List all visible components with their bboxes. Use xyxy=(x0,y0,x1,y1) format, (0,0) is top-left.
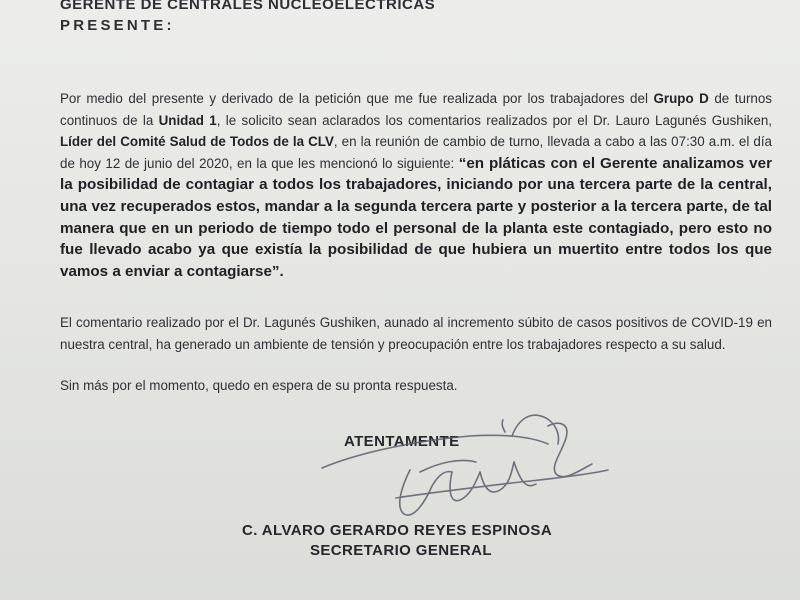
closing-word: ATENTAMENTE xyxy=(344,433,460,450)
petition-meeting: , en la reunión de cambio de turno, llevada a cabo a las 07:30 a.m. el día de hoy 12 de junio del 2020, en la que les mencionó lo siguiente: xyxy=(60,134,772,171)
recipient-title: GERENTE DE CENTRALES NUCLEOELECTRICAS xyxy=(60,0,436,13)
paragraph-petition xyxy=(60,88,772,282)
signer-name: C. ALVARO GERARDO REYES ESPINOSA xyxy=(242,522,553,539)
paragraph-comment: El comentario realizado por el Dr. Lagunés Gushiken, aunado al incremento súbito de casos positivos de COVID-19 en nuestra central, ha generado un ambiente de tensión y preocupación entre los trabajadores respecto a su salud. xyxy=(60,315,772,352)
petition-turnos: de turnos continuos de la xyxy=(60,91,772,128)
petition-intro: Por medio del presente y derivado de la petición que me fue realizada por los trabajadores del xyxy=(60,91,654,106)
paragraph-closing: Sin más por el momento, quedo en espera de su pronta respuesta. xyxy=(60,378,458,393)
salutation: PRESENTE: xyxy=(60,17,175,34)
lider-label: Líder del Comité Salud de Todos de la CLV xyxy=(60,134,334,150)
grupo-label: Grupo D xyxy=(653,91,709,106)
signer-title: SECRETARIO GENERAL xyxy=(310,542,492,559)
unidad-label: Unidad 1 xyxy=(158,112,217,128)
petition-doctor: , le solicito sean aclarados los comentarios realizados por el Dr. Lauro Lagunés Gushiken, xyxy=(216,112,772,128)
quoted-statement: “en pláticas con el Gerente analizamos ver la posibilidad de contagiar a todos los trabajadores, iniciando por una tercera parte de la central, una vez recuperados estos, mandar a la segunda tercera parte y posterior a la tercera parte, de tal manera que en un periodo de tiempo todo el personal de la planta este contagiado, pero esto no fue llevado acabo ya que existía la posibilidad de que hubiera un muertito entre todos los que vamos a enviar a contagiarse”. xyxy=(60,154,772,280)
